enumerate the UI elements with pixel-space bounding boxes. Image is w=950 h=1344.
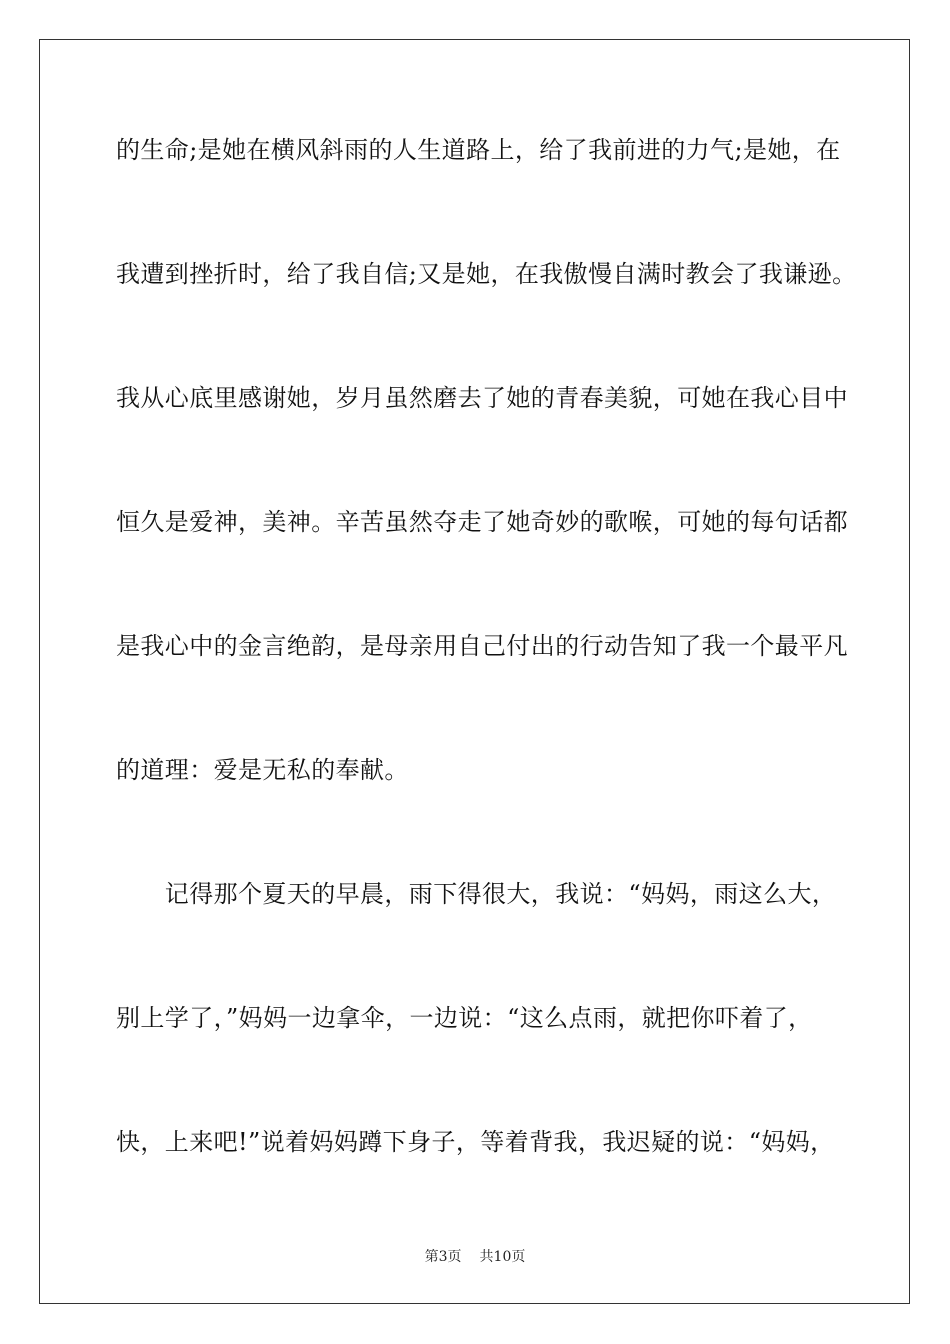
text-line-6: 的道理：爱是无私的奉献。 — [116, 756, 409, 784]
text-line-7: 记得那个夏天的早晨，雨下得很大，我说：“妈妈，雨这么大， — [116, 880, 837, 908]
text-line-9: 快，上来吧!”说着妈妈蹲下身子，等着背我，我迟疑的说：“妈妈， — [116, 1128, 835, 1156]
page-number-label: 第3页 — [424, 1249, 462, 1265]
page-footer — [0, 1248, 950, 1266]
text-line-2: 我遭到挫折时，给了我自信;又是她，在我傲慢自满时教会了我谦逊。 — [116, 260, 857, 288]
text-line-3: 我从心底里感谢她，岁月虽然磨去了她的青春美貌，可她在我心目中 — [116, 384, 848, 412]
text-line-5: 是我心中的金言绝韵，是母亲用自己付出的行动告知了我一个最平凡 — [116, 632, 848, 660]
page-border — [39, 39, 910, 1304]
total-pages-label: 共10页 — [479, 1249, 526, 1265]
text-line-1: 的生命;是她在横风斜雨的人生道路上，给了我前进的力气;是她，在 — [116, 136, 841, 164]
text-line-8: 别上学了，”妈妈一边拿伞，一边说：“这么点雨，就把你吓着了， — [116, 1004, 813, 1032]
text-line-4: 恒久是爱神，美神。辛苦虽然夺走了她奇妙的歌喉，可她的每句话都 — [116, 508, 848, 536]
